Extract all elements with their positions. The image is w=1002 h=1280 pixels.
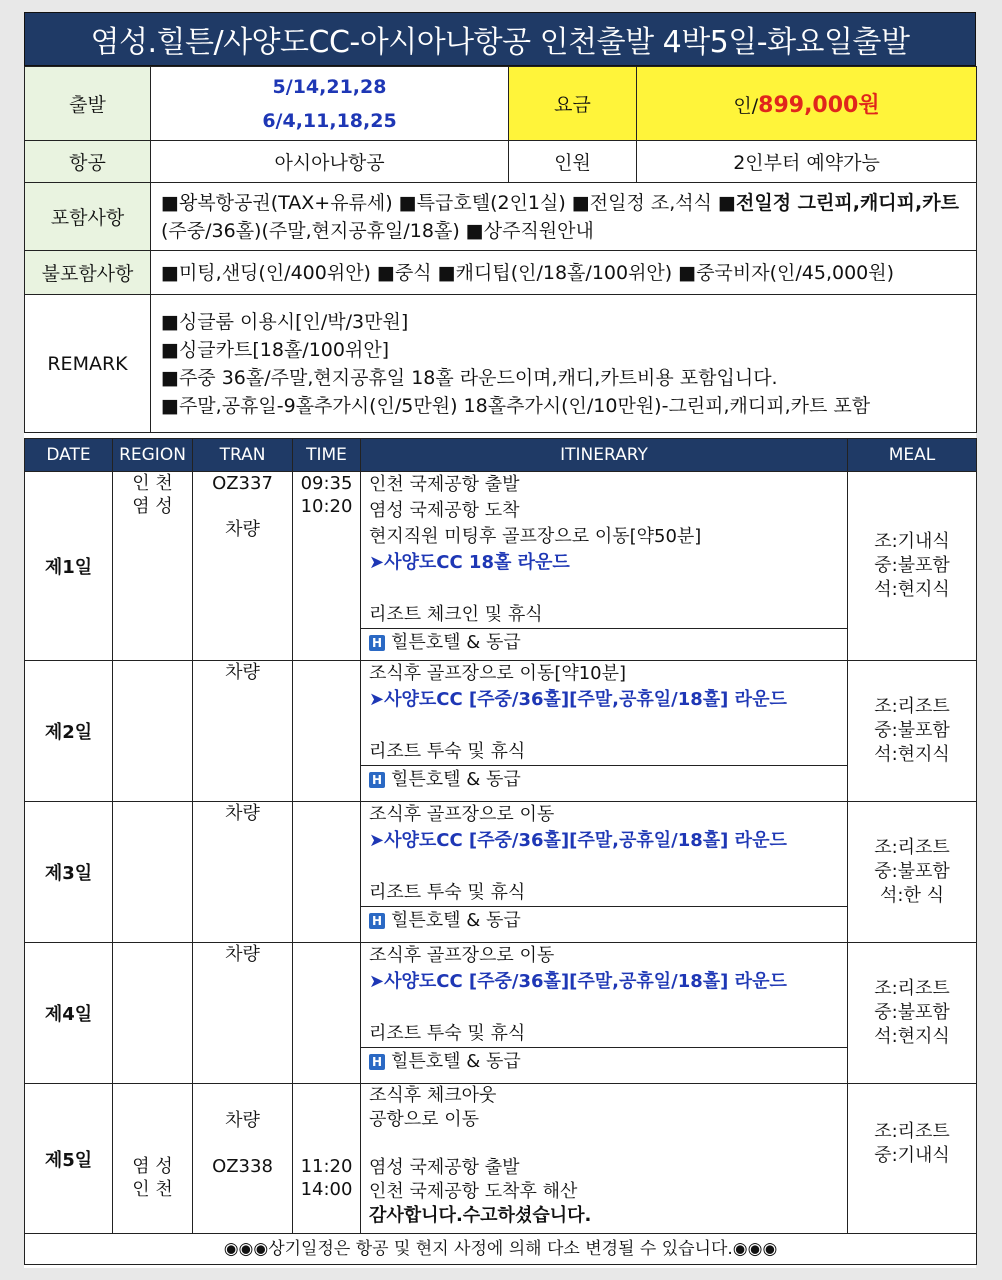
region-cell [113,802,193,943]
itinerary-cell: 인천 국제공항 출발 염성 국제공항 도착 현지직원 미팅후 골프장으로 이동[약50분] ➤사양도CC 18홀 라운드 리조트 체크인 및 휴식 H 힐튼호텔 & 동급 [361,472,848,661]
hotel-row: H 힐튼호텔 & 동급 [361,1047,847,1076]
meal-cell: 조:리조트 중:불포함 석:현지식 [848,943,977,1084]
itinerary-document [24,12,976,1268]
hotel-row: H 힐튼호텔 & 동급 [361,765,847,794]
table-row [25,1084,977,1234]
day-label: 제4일 [25,943,113,1084]
time-cell: 09:35 10:20 [293,472,361,661]
table-row [25,472,977,661]
hotel-row: H 힐튼호텔 & 동급 [361,906,847,935]
transport-cell: 차량 [193,943,293,1084]
region-cell [113,661,193,802]
transport-cell: 차량 [193,802,293,943]
meal-cell: 조:기내식 중:불포함 석:현지식 [848,472,977,661]
meal-cell: 조:리조트 중:불포함 석:한 식 [848,802,977,943]
airline-value: 아시아나항공 [151,141,509,183]
day-label: 제2일 [25,661,113,802]
region-cell [113,943,193,1084]
header-tran: TRAN [193,439,293,472]
hotel-icon: H [369,772,385,788]
included-label: 포함사항 [25,183,151,251]
remark-label: REMARK [25,295,151,433]
hotel-icon: H [369,913,385,929]
header-itinerary: ITINERARY [361,439,848,472]
departure-label: 출발 [25,67,151,141]
region-cell: 인 천 염 성 [113,472,193,661]
page-title: 염성.힐튼/사양도CC-아시아나항공 인천출발 4박5일-화요일출발 [24,12,976,66]
header-meal: MEAL [848,439,977,472]
departure-dates: 5/14,21,28 6/4,11,18,25 [151,67,509,141]
price-label: 요금 [509,67,637,141]
notice-row [25,1234,977,1265]
excluded-items: ■미팅,샌딩(인/400위안) ■중식 ■캐디팁(인/18홀/100위안) ■중국비자(인/45,000원) [151,251,977,295]
itinerary-cell: 조식후 골프장으로 이동 ➤사양도CC [주중/36홀][주말,공휴일/18홀] 라운드 리조트 투숙 및 휴식 H 힐튼호텔 & 동급 [361,802,848,943]
day-label: 제1일 [25,472,113,661]
table-row [25,943,977,1084]
time-cell [293,661,361,802]
table-row [25,802,977,943]
region-cell: 염 성 인 천 [113,1084,193,1234]
price-value: 인/899,000원 [637,67,977,141]
hotel-icon: H [369,635,385,651]
itinerary-cell: 조식후 골프장으로 이동[약10분] ➤사양도CC [주중/36홀][주말,공휴일/18홀] 라운드 리조트 투숙 및 휴식 H 힐튼호텔 & 동급 [361,661,848,802]
day-label: 제5일 [25,1084,113,1234]
day-label: 제3일 [25,802,113,943]
itinerary-table [24,438,977,1265]
table-row [25,661,977,802]
time-cell [293,802,361,943]
hotel-icon: H [369,1054,385,1070]
excluded-label: 불포함사항 [25,251,151,295]
remark-items: ■싱글룸 이용시[인/박/3만원] ■싱글카트[18홀/100위안] ■주중 36홀/주말,현지공휴일 18홀 라운드이며,캐디,카트비용 포함입니다. ■주말,공휴일-9홀추가시(인/5만원) 18홀추가시(인/10만원)-그린피,캐디피,카트 포함 [151,295,977,433]
hotel-row: H 힐튼호텔 & 동급 [361,628,847,657]
meal-cell: 조:리조트 중:기내식 [848,1084,977,1234]
transport-cell: 차량 OZ338 [193,1084,293,1234]
tour-info-table [24,66,977,433]
people-label: 인원 [509,141,637,183]
airline-label: 항공 [25,141,151,183]
included-items: ■왕복항공권(TAX+유류세) ■특급호텔(2인1실) ■전일정 조,석식 ■전일정 그린피,캐디피,카트 (주중/36홀)(주말,현지공휴일/18홀) ■상주직원안내 [151,183,977,251]
people-value: 2인부터 예약가능 [637,141,977,183]
itinerary-cell: 조식후 골프장으로 이동 ➤사양도CC [주중/36홀][주말,공휴일/18홀] 라운드 리조트 투숙 및 휴식 H 힐튼호텔 & 동급 [361,943,848,1084]
meal-cell: 조:리조트 중:불포함 석:현지식 [848,661,977,802]
header-region: REGION [113,439,193,472]
transport-cell: 차량 [193,661,293,802]
transport-cell: OZ337 차량 [193,472,293,661]
time-cell: 11:20 14:00 [293,1084,361,1234]
time-cell [293,943,361,1084]
schedule-notice: ◉◉◉상기일정은 항공 및 현지 사정에 의해 다소 변경될 수 있습니다.◉◉◉ [25,1234,977,1265]
header-time: TIME [293,439,361,472]
header-date: DATE [25,439,113,472]
itinerary-cell: 조식후 체크아웃 공항으로 이동 염성 국제공항 출발 인천 국제공항 도착후 해산 감사합니다.수고하셨습니다. [361,1084,848,1234]
